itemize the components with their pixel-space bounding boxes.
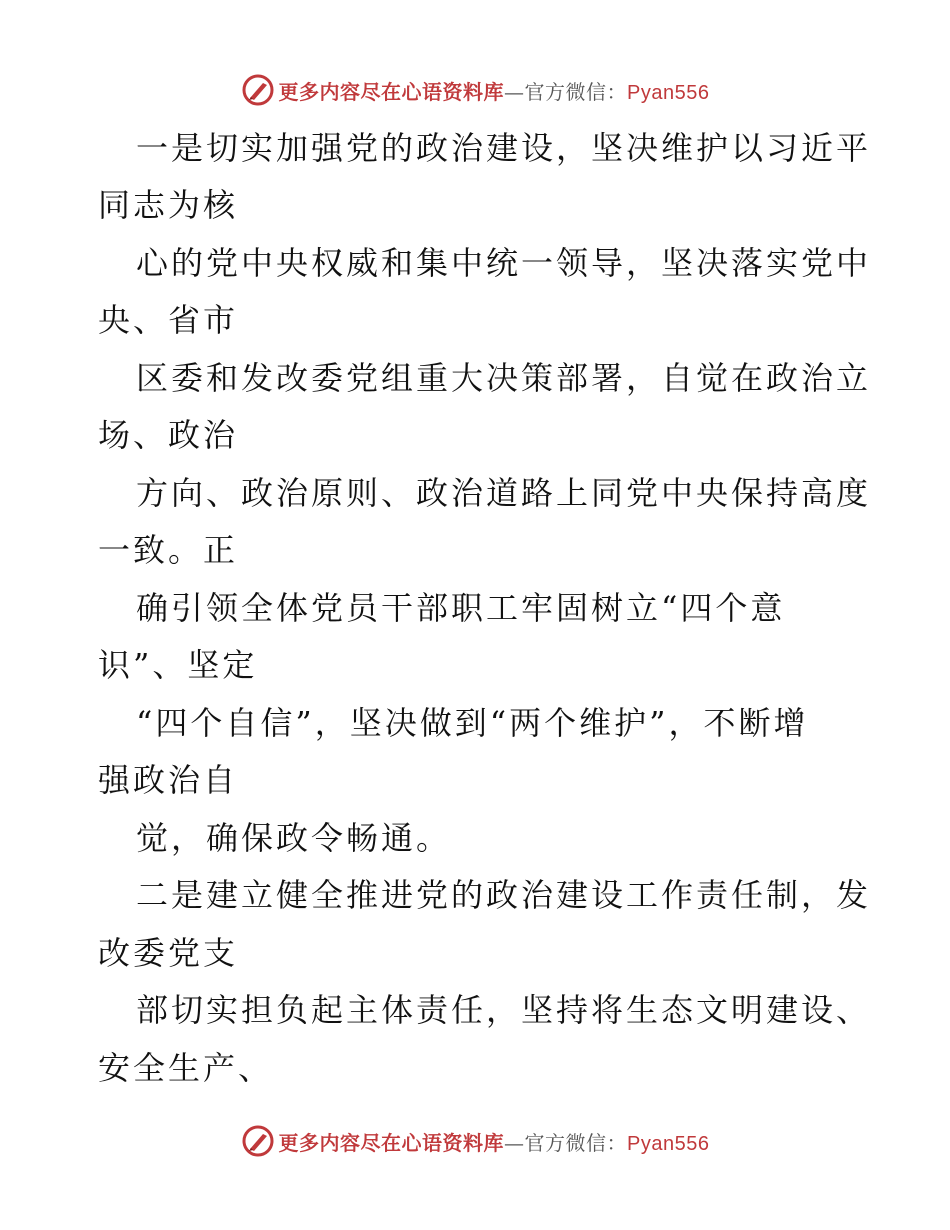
text-line: 部切实担负起主体责任，坚持将生态文明建设、	[136, 991, 872, 1029]
text-line: 区委和发改委党组重大决策部署，自觉在政治立	[136, 359, 872, 397]
quill-logo-icon	[241, 1124, 275, 1158]
footer-banner	[0, 1121, 950, 1161]
footer-dash: —	[504, 1130, 525, 1155]
header-wechat-label: 官方微信：	[524, 79, 628, 104]
text-line: 场、政治	[98, 416, 239, 454]
text-line: 同志为核	[98, 186, 239, 224]
header-watermark-text	[279, 76, 710, 105]
header-banner	[0, 70, 950, 110]
header-site-text: 更多内容尽在心语资料库	[278, 79, 505, 104]
text-line: 方向、政治原则、政治道路上同党中央保持高度	[136, 474, 872, 512]
text-line: 安全生产、	[98, 1049, 274, 1087]
footer-site-text: 更多内容尽在心语资料库	[278, 1130, 505, 1155]
text-line: 二是建立健全推进党的政治建设工作责任制，发	[136, 876, 872, 914]
text-line: 强政治自	[98, 761, 239, 799]
header-dash: —	[504, 79, 525, 104]
quill-logo-icon	[241, 73, 275, 107]
footer-watermark-text	[279, 1127, 710, 1156]
text-line: 改委党支	[98, 934, 239, 972]
text-line: 心的党中央权威和集中统一领导，坚决落实党中	[136, 244, 872, 282]
text-line: “四个自信”，坚决做到“两个维护”，不断增	[136, 704, 809, 742]
text-line: 觉，确保政令畅通。	[136, 819, 452, 857]
text-line: 识”、坚定	[98, 646, 258, 684]
text-line: 确引领全体党员干部职工牢固树立“四个意	[136, 589, 786, 627]
header-wechat-id: Pyan556	[627, 81, 710, 104]
footer-wechat-id: Pyan556	[627, 1132, 710, 1155]
text-line: 一致。正	[98, 531, 239, 569]
text-line: 央、省市	[98, 301, 239, 339]
text-line: 一是切实加强党的政治建设，坚决维护以习近平	[136, 129, 872, 167]
footer-wechat-label: 官方微信：	[524, 1130, 628, 1155]
